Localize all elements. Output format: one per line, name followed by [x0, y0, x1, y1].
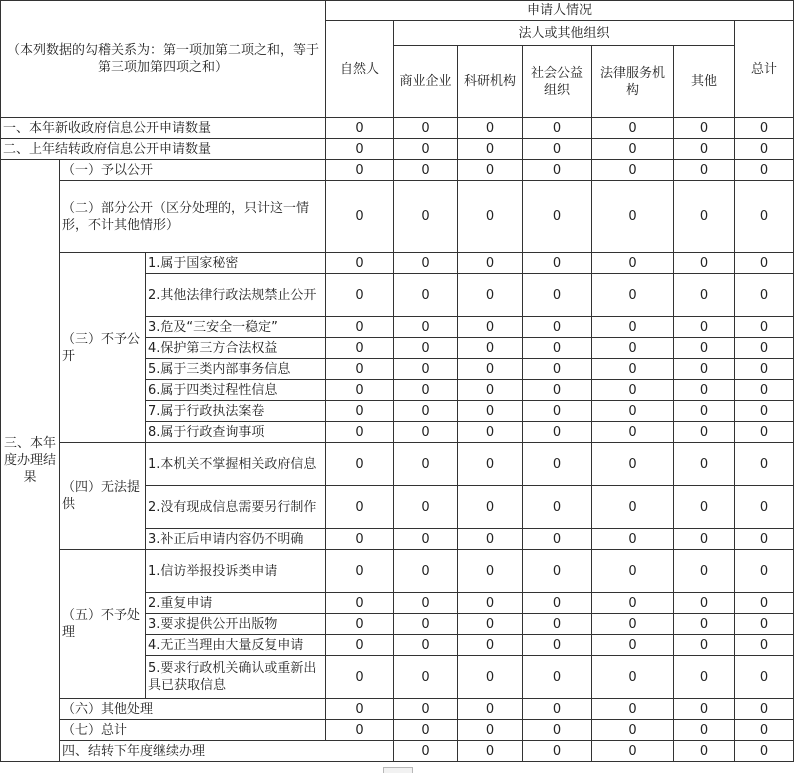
table-row — [1, 118, 794, 139]
cell-value: 0 — [592, 253, 674, 274]
cell-value: 0 — [458, 443, 523, 486]
row2-label: 二、上年结转政府信息公开申请数量 — [1, 139, 326, 160]
row4-label: 四、结转下年度继续办理 — [60, 741, 394, 762]
cell-value: 0 — [674, 181, 735, 253]
cell-value: 0 — [523, 529, 592, 550]
g5-item-label: 3.要求提供公开出版物 — [146, 614, 326, 635]
section3-label: 三、本年度办理结果 — [1, 160, 60, 762]
cell-value: 0 — [735, 338, 794, 359]
cell-value: 0 — [458, 160, 523, 181]
cell-value: 0 — [674, 401, 735, 422]
cell-value: 0 — [523, 614, 592, 635]
cell-value: 0 — [523, 486, 592, 529]
cell-value: 0 — [458, 550, 523, 593]
cell-value: 0 — [592, 635, 674, 656]
cell-value: 0 — [394, 593, 458, 614]
cell-value: 0 — [458, 699, 523, 720]
cell-value: 0 — [394, 443, 458, 486]
relation-note: （本列数据的勾稽关系为：第一项加第二项之和，等于第三项加第四项之和） — [1, 1, 326, 118]
other-header: 其他 — [674, 46, 735, 118]
cell-value: 0 — [523, 317, 592, 338]
g5-item-label: 1.信访举报投诉类申请 — [146, 550, 326, 593]
cell-value: 0 — [458, 253, 523, 274]
cell-value: 0 — [674, 593, 735, 614]
cell-value: 0 — [394, 720, 458, 741]
cell-value: 0 — [674, 635, 735, 656]
g4-item-label: 3.补正后申请内容仍不明确 — [146, 529, 326, 550]
cell-value: 0 — [523, 401, 592, 422]
cell-value: 0 — [735, 614, 794, 635]
cell-value: 0 — [592, 741, 674, 762]
cell-value: 0 — [523, 720, 592, 741]
cell-value: 0 — [674, 529, 735, 550]
g5-item-label: 2.重复申请 — [146, 593, 326, 614]
cell-value: 0 — [592, 486, 674, 529]
g5-item-label: 4.无正当理由大量反复申请 — [146, 635, 326, 656]
cell-value: 0 — [523, 253, 592, 274]
cell-value: 0 — [592, 529, 674, 550]
cell-value: 0 — [592, 139, 674, 160]
g6-label: （六）其他处理 — [60, 699, 326, 720]
cell-value: 0 — [523, 699, 592, 720]
cell-value: 0 — [735, 741, 794, 762]
g5-label: （五）不予处理 — [60, 550, 146, 699]
social-welfare-header: 社会公益组织 — [523, 46, 592, 118]
legal-group-header: 法人或其他组织 — [394, 21, 735, 46]
table-row — [1, 699, 794, 720]
cell-value: 0 — [735, 486, 794, 529]
cell-value: 0 — [523, 338, 592, 359]
cell-value: 0 — [735, 401, 794, 422]
cell-value: 0 — [394, 614, 458, 635]
cell-value: 0 — [592, 443, 674, 486]
cell-value: 0 — [458, 317, 523, 338]
table-row — [1, 181, 794, 253]
cell-value: 0 — [394, 635, 458, 656]
cell-value: 0 — [523, 139, 592, 160]
cell-value: 0 — [326, 253, 394, 274]
cell-value: 0 — [394, 118, 458, 139]
cell-value: 0 — [735, 550, 794, 593]
cell-value: 0 — [458, 422, 523, 443]
cell-value: 0 — [523, 274, 592, 317]
cell-value: 0 — [674, 317, 735, 338]
g3-label: （三）不予公开 — [60, 253, 146, 443]
cell-value: 0 — [523, 380, 592, 401]
cell-value: 0 — [592, 359, 674, 380]
cell-value: 0 — [458, 720, 523, 741]
cell-value: 0 — [735, 720, 794, 741]
cell-value: 0 — [523, 550, 592, 593]
g7-label: （七）总计 — [60, 720, 326, 741]
cell-value: 0 — [394, 317, 458, 338]
cell-value: 0 — [592, 614, 674, 635]
cell-value: 0 — [326, 317, 394, 338]
cell-value: 0 — [674, 118, 735, 139]
cell-value: 0 — [674, 486, 735, 529]
cell-value: 0 — [674, 614, 735, 635]
cell-value: 0 — [458, 380, 523, 401]
cell-value: 0 — [394, 380, 458, 401]
cell-value: 0 — [326, 422, 394, 443]
row1-label: 一、本年新收政府信息公开申请数量 — [1, 118, 326, 139]
cell-value: 0 — [326, 656, 394, 699]
cell-value: 0 — [326, 699, 394, 720]
cell-value: 0 — [674, 699, 735, 720]
cell-value: 0 — [674, 338, 735, 359]
cell-value: 0 — [326, 486, 394, 529]
cell-value: 0 — [592, 422, 674, 443]
cell-value: 0 — [394, 741, 458, 762]
cell-value: 0 — [592, 181, 674, 253]
applicant-header: 申请人情况 — [326, 1, 794, 21]
cell-value: 0 — [326, 401, 394, 422]
g3-item-label: 5.属于三类内部事务信息 — [146, 359, 326, 380]
cell-value: 0 — [674, 741, 735, 762]
cell-value: 0 — [458, 181, 523, 253]
cell-value: 0 — [592, 550, 674, 593]
cell-value: 0 — [735, 274, 794, 317]
cell-value: 0 — [592, 656, 674, 699]
table-row — [1, 550, 794, 593]
table-row — [1, 253, 794, 274]
cell-value: 0 — [592, 274, 674, 317]
cell-value: 0 — [458, 486, 523, 529]
cell-value: 0 — [394, 699, 458, 720]
cell-value: 0 — [523, 741, 592, 762]
cell-value: 0 — [592, 401, 674, 422]
cell-value: 0 — [458, 118, 523, 139]
cell-value: 0 — [326, 359, 394, 380]
cell-value: 0 — [735, 529, 794, 550]
cell-value: 0 — [674, 656, 735, 699]
cell-value: 0 — [523, 443, 592, 486]
cell-value: 0 — [735, 181, 794, 253]
cell-value: 0 — [326, 139, 394, 160]
g4-item-label: 1.本机关不掌握相关政府信息 — [146, 443, 326, 486]
cell-value: 0 — [674, 274, 735, 317]
cell-value: 0 — [523, 593, 592, 614]
cell-value: 0 — [326, 720, 394, 741]
g1-label: （一）予以公开 — [60, 160, 326, 181]
cell-value: 0 — [458, 741, 523, 762]
cell-value: 0 — [735, 656, 794, 699]
cell-value: 0 — [394, 160, 458, 181]
cell-value: 0 — [674, 422, 735, 443]
cell-value: 0 — [458, 274, 523, 317]
cell-value: 0 — [326, 443, 394, 486]
cell-value: 0 — [326, 550, 394, 593]
g5-item-label: 5.要求行政机关确认或重新出具已获取信息 — [146, 656, 326, 699]
cell-value: 0 — [735, 160, 794, 181]
cell-value: 0 — [523, 118, 592, 139]
cell-value: 0 — [394, 181, 458, 253]
g3-item-label: 8.属于行政查询事项 — [146, 422, 326, 443]
g2-label: （二）部分公开（区分处理的，只计这一情形，不计其他情形） — [60, 181, 326, 253]
cell-value: 0 — [458, 635, 523, 656]
cell-value: 0 — [394, 139, 458, 160]
table-row — [1, 139, 794, 160]
cell-value: 0 — [735, 317, 794, 338]
cell-value: 0 — [458, 614, 523, 635]
cell-value: 0 — [458, 401, 523, 422]
cell-value: 0 — [523, 422, 592, 443]
cell-value: 0 — [394, 359, 458, 380]
g3-item-label: 6.属于四类过程性信息 — [146, 380, 326, 401]
g3-item-label: 7.属于行政执法案卷 — [146, 401, 326, 422]
cell-value: 0 — [326, 338, 394, 359]
cell-value: 0 — [394, 401, 458, 422]
cell-value: 0 — [592, 699, 674, 720]
cell-value: 0 — [735, 422, 794, 443]
cell-value: 0 — [458, 338, 523, 359]
cell-value: 0 — [326, 614, 394, 635]
cell-value: 0 — [326, 380, 394, 401]
cell-value: 0 — [523, 181, 592, 253]
cell-value: 0 — [326, 635, 394, 656]
cell-value: 0 — [735, 593, 794, 614]
cell-value: 0 — [326, 160, 394, 181]
cell-value: 0 — [458, 139, 523, 160]
cell-value: 0 — [735, 380, 794, 401]
cell-value: 0 — [394, 274, 458, 317]
cell-value: 0 — [326, 274, 394, 317]
cell-value: 0 — [523, 160, 592, 181]
legal-service-header: 法律服务机构 — [592, 46, 674, 118]
cell-value: 0 — [674, 443, 735, 486]
cell-value: 0 — [592, 593, 674, 614]
cell-value: 0 — [674, 160, 735, 181]
research-header: 科研机构 — [458, 46, 523, 118]
cell-value: 0 — [592, 720, 674, 741]
cell-value: 0 — [458, 359, 523, 380]
cell-value: 0 — [458, 529, 523, 550]
cell-value: 0 — [735, 253, 794, 274]
cell-value: 0 — [394, 422, 458, 443]
cell-value: 0 — [674, 253, 735, 274]
cell-value: 0 — [523, 656, 592, 699]
cell-value: 0 — [674, 139, 735, 160]
cell-value: 0 — [735, 699, 794, 720]
cell-value: 0 — [394, 656, 458, 699]
cell-value: 0 — [394, 550, 458, 593]
cell-value: 0 — [592, 160, 674, 181]
cell-value: 0 — [326, 529, 394, 550]
g3-item-label: 3.危及“三安全一稳定” — [146, 317, 326, 338]
g4-item-label: 2.没有现成信息需要另行制作 — [146, 486, 326, 529]
cell-value: 0 — [592, 118, 674, 139]
g3-item-label: 1.属于国家秘密 — [146, 253, 326, 274]
g4-label: （四）无法提供 — [60, 443, 146, 550]
cell-value: 0 — [735, 139, 794, 160]
horizontal-scrollbar[interactable] — [383, 767, 413, 773]
table-row — [1, 720, 794, 741]
cell-value: 0 — [394, 529, 458, 550]
g3-item-label: 2.其他法律行政法规禁止公开 — [146, 274, 326, 317]
cell-value: 0 — [735, 635, 794, 656]
cell-value: 0 — [394, 486, 458, 529]
cell-value: 0 — [592, 338, 674, 359]
cell-value: 0 — [523, 359, 592, 380]
cell-value: 0 — [523, 635, 592, 656]
cell-value: 0 — [458, 593, 523, 614]
cell-value: 0 — [735, 443, 794, 486]
cell-value: 0 — [592, 317, 674, 338]
cell-value: 0 — [326, 181, 394, 253]
table-row — [1, 443, 794, 486]
cell-value: 0 — [394, 338, 458, 359]
cell-value: 0 — [735, 359, 794, 380]
table-row — [1, 160, 794, 181]
table-row — [1, 741, 794, 762]
natural-person-header: 自然人 — [326, 21, 394, 118]
commercial-header: 商业企业 — [394, 46, 458, 118]
cell-value: 0 — [674, 359, 735, 380]
cell-value: 0 — [326, 593, 394, 614]
cell-value: 0 — [674, 720, 735, 741]
cell-value: 0 — [458, 656, 523, 699]
cell-value: 0 — [735, 118, 794, 139]
cell-value: 0 — [592, 380, 674, 401]
cell-value: 0 — [326, 118, 394, 139]
cell-value: 0 — [674, 380, 735, 401]
g3-item-label: 4.保护第三方合法权益 — [146, 338, 326, 359]
cell-value: 0 — [394, 253, 458, 274]
cell-value: 0 — [674, 550, 735, 593]
total-header: 总计 — [735, 21, 794, 118]
